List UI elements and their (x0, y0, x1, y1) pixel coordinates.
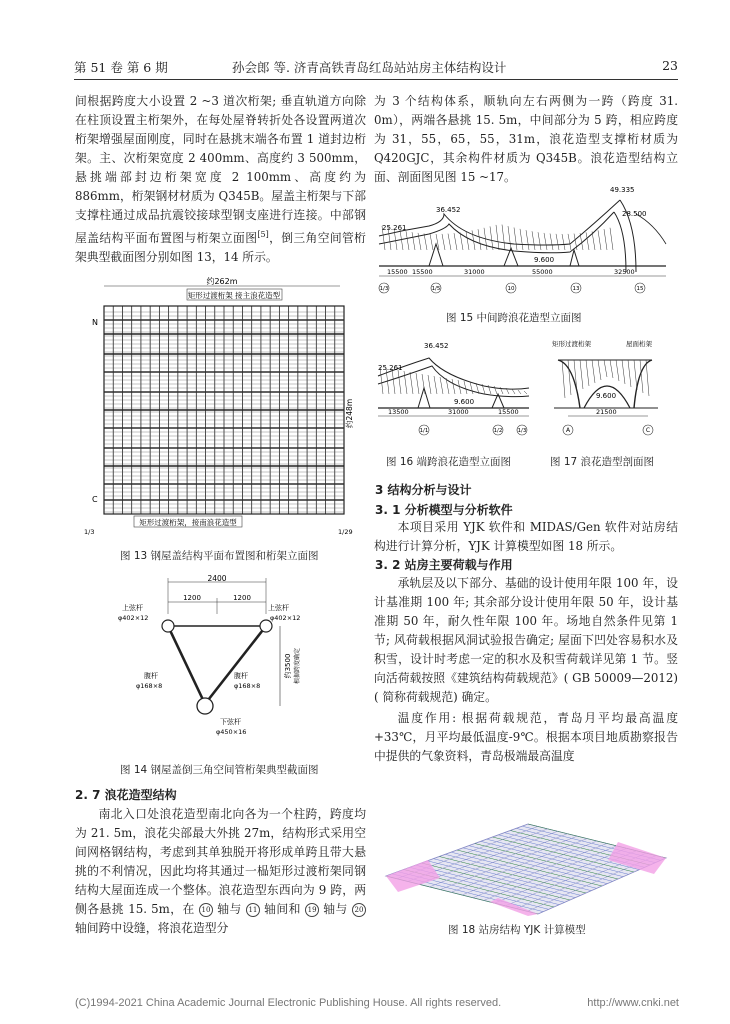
fig15-axis-5: 15 (636, 286, 644, 292)
left-paragraph-1: 间根据跨度大小设置 2 ~3 道次桁架; 垂直轨道方向除在柱顶设置主桁架外，在每处屋脊转折处各设置两道次桁架增强屋面刚度，同时在悬挑末端各布置 1 道封边桁架。主、次桁架宽度 2 400mm、高度约 3 500mm，悬挑端部封边桁架宽度 2 100mm、高度约为 886mm，桁架钢材材质为 Q345B。屋盖主桁架与下部支撑柱通过成品抗震铰接球型钢支座进行连接。中部钢屋盖结构平面布置图与桁架立面图[5]，倒三角空间管桁架典型截面图分别如图 13，14 所示。 (75, 94, 366, 264)
fig14-bottom-chord-size: φ450×16 (216, 728, 247, 736)
fig16-span-1: 13500 (388, 408, 409, 416)
fig16-elev-1: 25.261 (378, 364, 403, 372)
fig14-top-chord-right: 上弦杆 (268, 604, 289, 612)
fig15-axis-2: 1/5 (431, 286, 441, 292)
fig15-elev-5: 9.600 (534, 256, 555, 264)
fig16-axis-1: 1/1 (419, 428, 429, 434)
fig16-elev-3: 9.600 (454, 398, 475, 406)
fig14-width-total: 2400 (207, 574, 227, 583)
fig13-axis-br: 1/29 (338, 528, 353, 536)
fig16-elev-2: 36.452 (424, 342, 449, 350)
fig13-axis-bl: 1/3 (84, 528, 95, 536)
copyright-footer (75, 997, 679, 1009)
article-title-header: 孙会郎 等. 济青高铁青岛红岛站站房主体结构设计 (232, 60, 507, 75)
section-3-2-heading: 3. 2 站房主要荷载与作用 (375, 558, 513, 572)
fig17-axis-a: A (565, 427, 571, 434)
fig15-elev-1: 25.261 (382, 224, 407, 232)
fig15-span-1: 15500 (387, 268, 408, 276)
fig17-label-left: 矩形过渡桁架 (552, 340, 591, 348)
fig14-top-chord-left-size: φ402×12 (118, 614, 149, 622)
fig13-axis-n: N (92, 318, 98, 327)
fig15-elev-3: 49.335 (610, 186, 635, 194)
axis-ref-10: 10 (199, 903, 213, 917)
fig17-axis-c: C (645, 427, 651, 434)
figure-15-mid-span-elevation (374, 184, 678, 304)
page-number: 23 (662, 58, 678, 73)
fig16-span-3: 15500 (498, 408, 519, 416)
fig13-label-top: 矩形过渡桁架 接主浪花造型 (187, 291, 281, 300)
fig15-span-5: 32500 (614, 268, 635, 276)
figure-14-caption: 图 14 钢屋盖倒三角空间管桁架典型截面图 (120, 764, 319, 776)
footer-copyright: (C)1994-2021 China Academic Journal Electronic Publishing House. All rights reserved. (75, 997, 502, 1009)
figure-17-section (544, 336, 678, 446)
fig15-axis-1: 1/3 (379, 286, 389, 292)
left-paragraph-2: 南北入口处浪花造型南北向各为一个柱跨，跨度均为 21. 5m，浪花尖部最大外挑 27m，结构形式采用空间网格钢结构，考虑到其单独脱开将形成单跨且带大悬挑的不利情况，因此均将其通过一榀矩形过渡桁架同钢结构大屋面连成一个整体。浪花造型东西向为 9 跨，两侧各悬挑 15. 5m，在 10 轴与 11 轴间和 19 轴与 20 轴间跨中设缝，将浪花造型分 (75, 807, 366, 935)
section-3-1-heading: 3. 1 分析模型与分析软件 (375, 503, 513, 517)
fig15-span-2: 15500 (412, 268, 433, 276)
right-paragraph-1: 为 3 个结构体系，顺轨向左右两侧为一跨（跨度 31. 0m），两端各悬挑 15. 5m，中间部分为 5 跨，相应跨度为 31，55，65，55，31m，浪花造型支撑桁材质为 Q420GJC，其余构件材质为 Q345B。浪花造型结构立面、剖面图见图 15 ~17。 (374, 94, 678, 184)
figure-15-caption: 图 15 中间跨浪花造型立面图 (446, 312, 582, 324)
figure-16-caption: 图 16 端跨浪花造型立面图 (386, 456, 512, 468)
fig14-top-chord-right-size: φ402×12 (270, 614, 301, 622)
fig13-dim-top: 约262m (206, 277, 238, 286)
right-paragraph-3-1: 本项目采用 YJK 软件和 MIDAS/Gen 软件对站房结构进行计算分析，YJK 计算模型如图 18 所示。 (374, 520, 678, 553)
axis-ref-11: 11 (246, 903, 260, 917)
fig14-web-left-size: φ168×8 (136, 682, 163, 690)
fig14-height: 约3500 (284, 653, 292, 679)
header-rule (74, 79, 678, 80)
fig14-top-chord-left: 上弦杆 (122, 604, 143, 612)
right-paragraph-3-2: 承轨层及以下部分、基础的设计使用年限 100 年，设计基准期 100 年; 其余部分设计使用年限 50 年，设计基准期 50 年，耐久性年限 100 年。场地自然条件见第 1 节; 风荷载根据风洞试验报告确定; 屋面下凹处容易积水及积雪，设计时考虑一定的积水及积雪荷载详见第 1 节。竖向活荷载按照《建筑结构荷载规范》( GB 50009—2012) ( 简称荷载规范) 确定。 温度作用: 根据荷载规范，青岛月平均最高温度+33℃，月平均最低温度-9℃。根据本项目地质勘察报告中提供的气象资料，青岛极端最高温度 (374, 576, 678, 763)
fig15-axis-4: 13 (572, 286, 580, 292)
fig14-web-right: 腹杆 (234, 672, 248, 680)
fig17-span: 21500 (596, 408, 617, 416)
running-header (74, 58, 678, 76)
section-3-heading: 3 结构分析与设计 (375, 483, 472, 497)
fig16-span-2: 31000 (448, 408, 469, 416)
fig13-label-bottom: 矩形过渡桁架，接南浪花造型 (139, 518, 237, 527)
fig14-bottom-chord: 下弦杆 (220, 718, 241, 726)
figure-18-yjk-model (378, 818, 672, 918)
fig17-elev: 9.600 (596, 392, 617, 400)
section-2-7-heading: 2. 7 浪花造型结构 (75, 788, 177, 802)
axis-ref-19: 19 (305, 903, 319, 917)
fig13-dim-right: 约248m (345, 398, 354, 428)
figure-13-caption: 图 13 钢屋盖结构平面布置图和桁架立面图 (120, 550, 319, 562)
fig15-elev-4: 28.500 (622, 210, 647, 218)
fig16-axis-2: 1/2 (493, 428, 503, 434)
fig14-height-note: 根据跨度确定 (294, 647, 301, 685)
footer-url[interactable]: http://www.cnki.net (587, 997, 679, 1009)
fig14-web-left: 腹杆 (144, 672, 158, 680)
fig17-label-right: 屋面桁架 (626, 340, 652, 348)
figure-18-caption: 图 18 站房结构 YJK 计算模型 (448, 924, 586, 936)
figure-17-caption: 图 17 浪花造型剖面图 (550, 456, 655, 468)
figure-14-truss-section (118, 574, 328, 749)
figure-13-roof-plan (82, 276, 372, 538)
journal-volume: 第 51 卷 第 6 期 (74, 60, 168, 75)
fig13-axis-c: C (92, 495, 98, 504)
fig14-width-half-2: 1200 (233, 594, 251, 602)
fig16-axis-3: 1/3 (517, 428, 527, 434)
fig15-span-4: 55000 (532, 268, 553, 276)
axis-ref-20: 20 (352, 903, 366, 917)
fig15-axis-3: 10 (507, 286, 515, 292)
fig14-web-right-size: φ168×8 (234, 682, 261, 690)
fig15-span-3: 31000 (464, 268, 485, 276)
fig15-elev-2: 36.452 (436, 206, 461, 214)
figure-16-end-span-elevation (374, 336, 534, 446)
fig14-width-half-1: 1200 (183, 594, 201, 602)
